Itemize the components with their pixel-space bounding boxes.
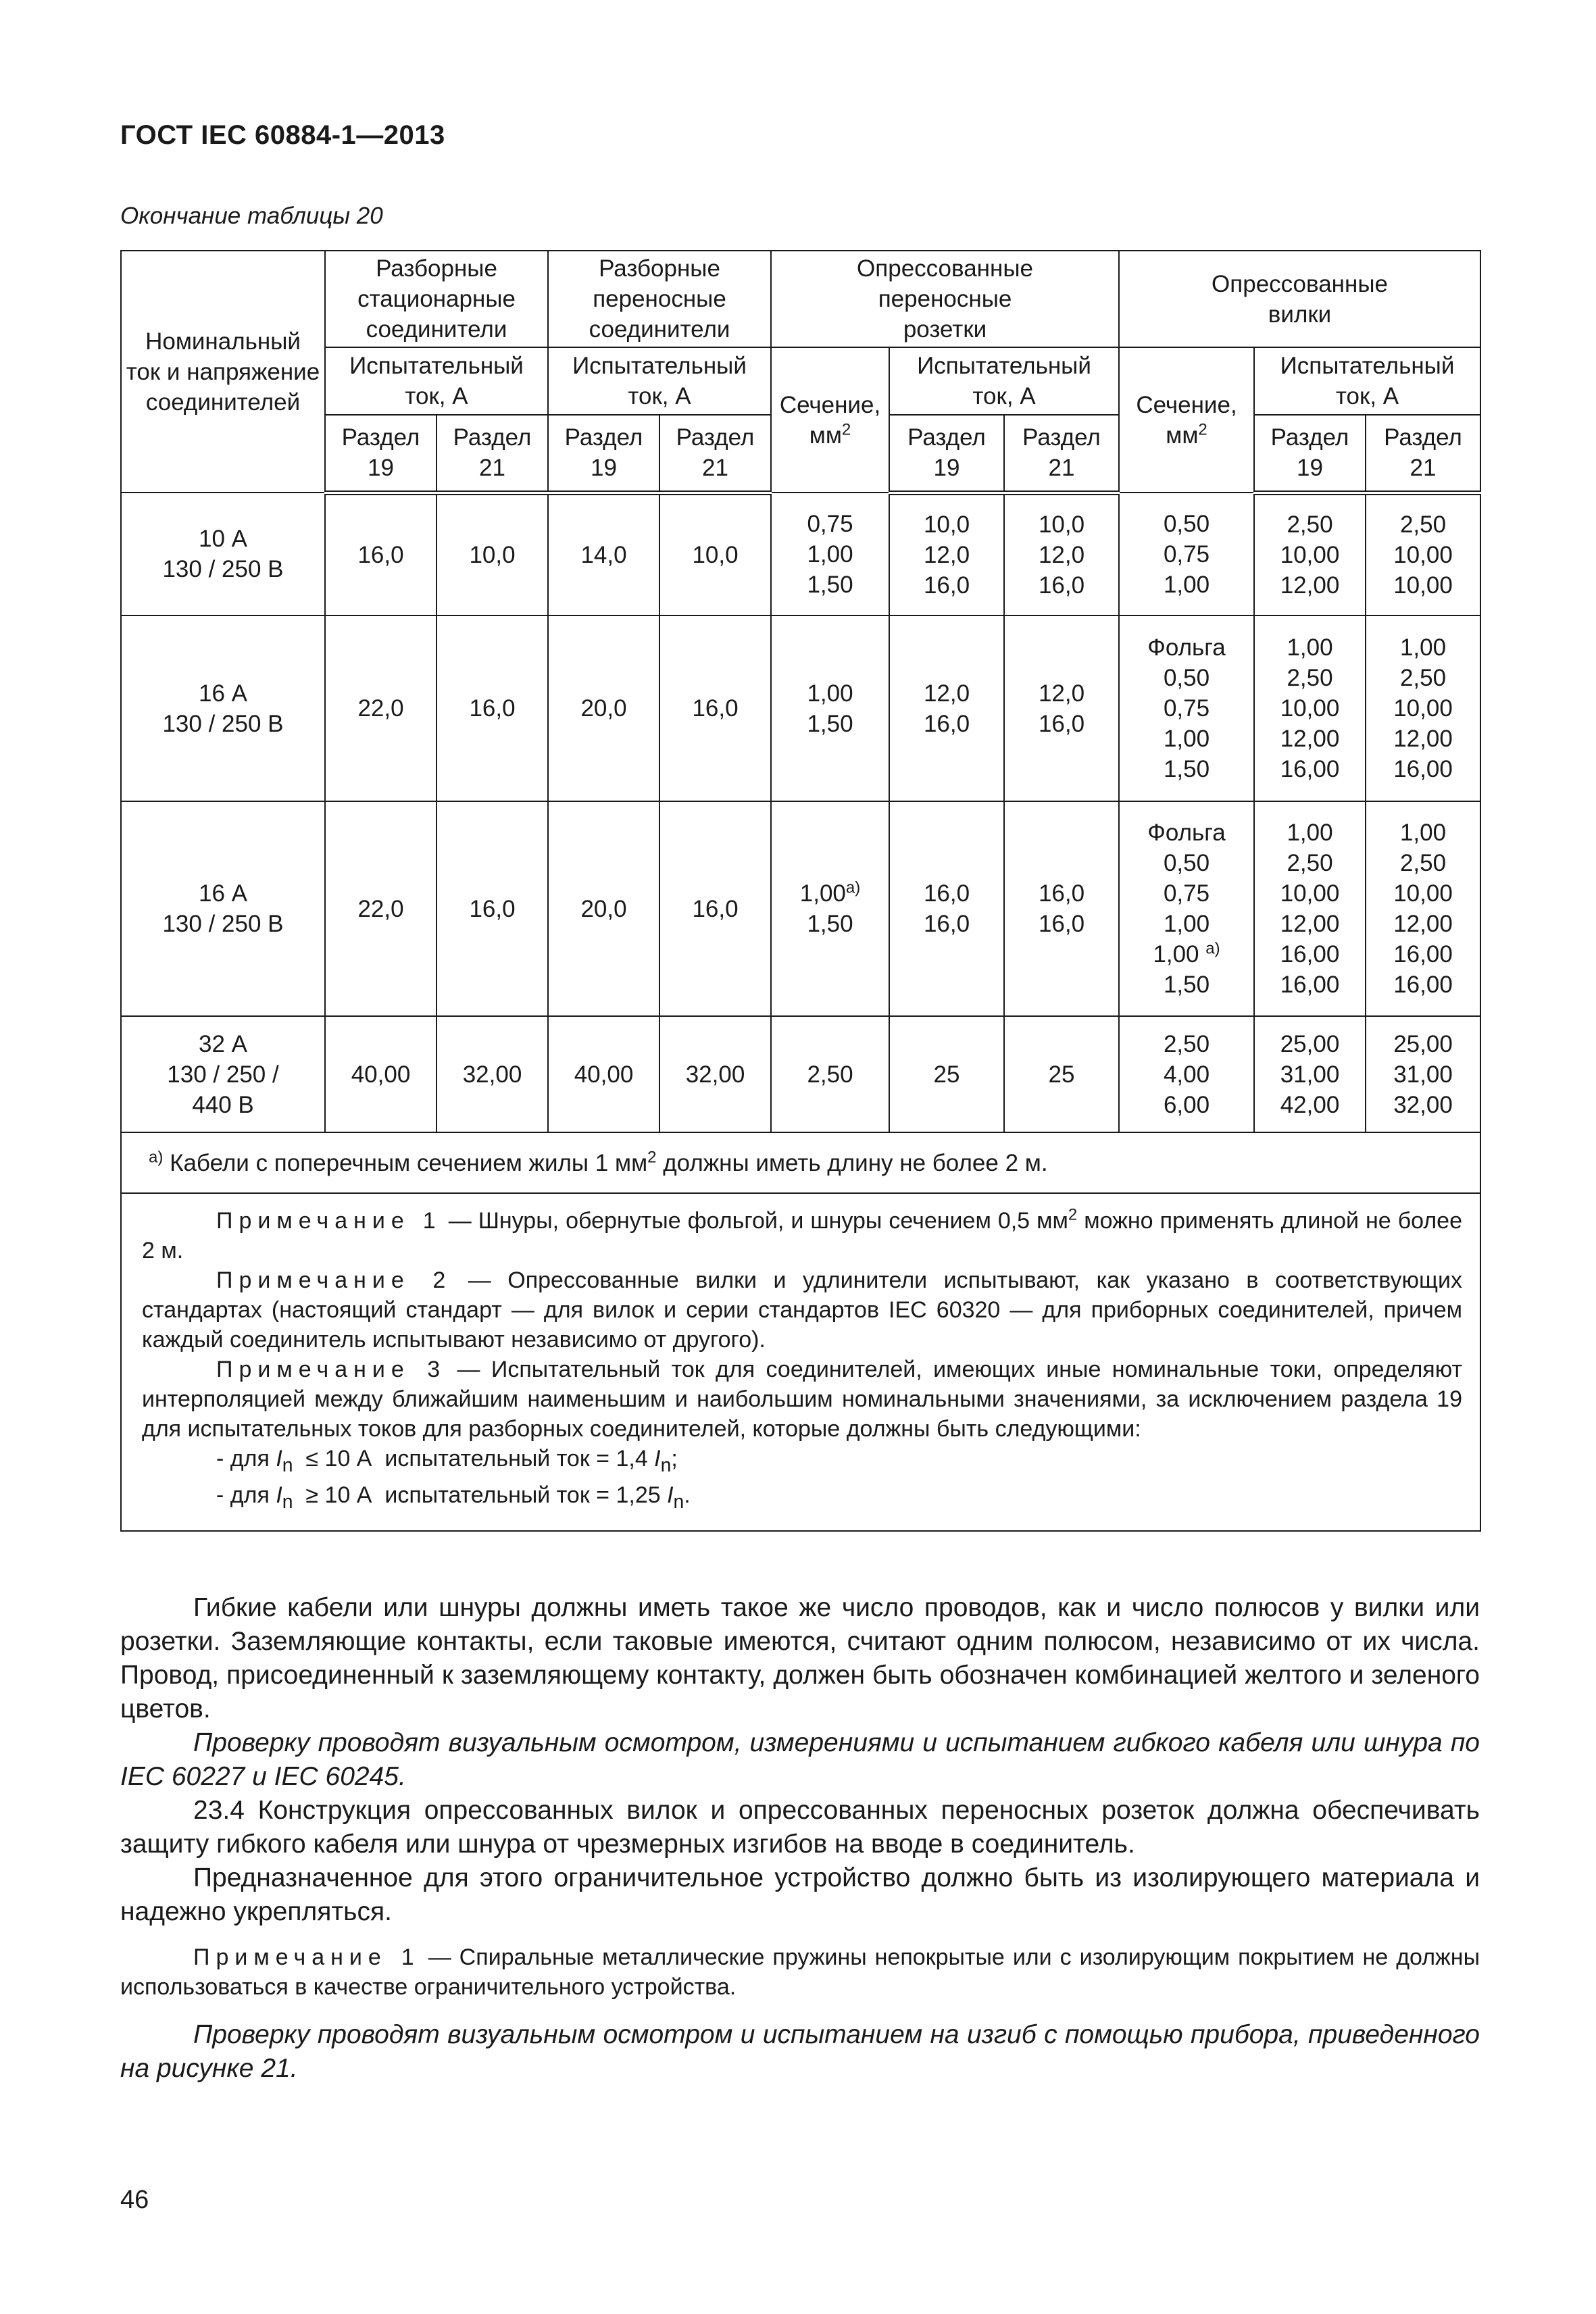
header-razdel-19: Раздел 19	[548, 415, 659, 493]
cell-value: 16,0	[437, 801, 548, 1016]
header-test-current: Испытательный ток, А	[889, 347, 1119, 415]
cell-value: 2,50 10,00 10,00	[1366, 493, 1480, 615]
cell-value: 2,50	[771, 1016, 889, 1132]
cell-rating: 16 А 130 / 250 В	[121, 615, 325, 801]
cell-value: 1,00 2,50 10,00 12,00 16,00	[1254, 615, 1366, 801]
header-group-molded-sockets: Опрессованные переносные розетки	[771, 251, 1119, 347]
header-section: Сечение, $мм^2$	[1119, 347, 1254, 493]
cell-value: 32,00	[437, 1016, 548, 1132]
cell-value: 16,0 16,0	[1004, 801, 1119, 1016]
cell-value: Фольга 0,50 0,75 1,00 1,00 $^{a)}$ 1,50	[1119, 801, 1254, 1016]
header-rating: Номинальный ток и напряжение соединителей	[121, 251, 325, 493]
cell-value: 0,50 0,75 1,00	[1119, 493, 1254, 615]
footnote-mark: a)	[845, 878, 861, 897]
cell-value: 25	[1004, 1016, 1119, 1132]
cell-value: 16,0	[659, 615, 771, 801]
note-3-bullet-2: - для $I_n \ge 10$ А испытательный ток = 1,25 $I_n$.	[216, 1482, 691, 1513]
cell-value: 10,0 12,0 16,0	[889, 493, 1004, 615]
header-razdel-21: Раздел 21	[1004, 415, 1119, 493]
header-group-portable-rewirable: Разборные переносные соединители	[548, 251, 771, 347]
cell-value: 22,0	[325, 801, 437, 1016]
table-caption: Окончание таблицы 20	[120, 203, 383, 229]
note-3: Примечание 3 — Испытательный ток для соединителей, имеющих иные номинальные токи, определяют интерполяцией между ближайшим наименьшим и наибольшим номинальными значениями, за исключением раздела 19 для испытательных токов для разборных соединителей, которые должны быть следующими:	[142, 1357, 1463, 1442]
paragraph-check-bend: Проверку проводят визуальным осмотром и испытанием на изгиб с помощью прибора, приведенного на рисунке 21.	[120, 2020, 1480, 2083]
cell-rating: 32 А 130 / 250 / 440 В	[121, 1016, 325, 1132]
cell-value: 16,0	[325, 493, 437, 615]
paragraph-limiting-device: Предназначенное для этого ограничительное устройство должно быть из изолирующего материала и надежно укрепляться.	[120, 1863, 1480, 1926]
cell-value: 10,0	[437, 493, 548, 615]
cell-value: 1,00 1,50	[771, 615, 889, 801]
header-razdel-21: Раздел 21	[659, 415, 771, 493]
cell-value: 25,00 31,00 42,00	[1254, 1016, 1366, 1132]
cell-value: 20,0	[548, 801, 659, 1016]
cell-value: 10,0	[659, 493, 771, 615]
table-notes	[121, 1193, 1480, 1531]
cell-value: 1,00 2,50 10,00 12,00 16,00 16,00	[1254, 801, 1366, 1016]
cell-rating: 16 А 130 / 250 В	[121, 801, 325, 1016]
paragraph-cables: Гибкие кабели или шнуры должны иметь такое же число проводов, как и число полюсов у вилки или розетки. Заземляющие контакты, если таковые имеются, считают одним полюсом, независимо от их числа. Провод, присоединенный к заземляющему контакту, должен быть обозначен комбинацией желтого и зеленого цветов.	[120, 1593, 1480, 1724]
paragraph-23-4: 23.4 Конструкция опрессованных вилок и опрессованных переносных розеток должна обеспечивать защиту гибкого кабеля или шнура от чрезмерных изгибов на вводе в соединитель.	[120, 1796, 1480, 1859]
cell-value: 1,00 2,50 10,00 12,00 16,00 16,00	[1366, 801, 1480, 1016]
header-razdel-21: Раздел 21	[1366, 415, 1480, 493]
cell-value: 2,50 10,00 12,00	[1254, 493, 1366, 615]
cell-value: 10,0 12,0 16,0	[1004, 493, 1119, 615]
header-razdel-19: Раздел 19	[1254, 415, 1366, 493]
body-text	[120, 1591, 1480, 2086]
cell-value: 1,00 2,50 10,00 12,00 16,00	[1366, 615, 1480, 801]
cell-value: 40,00	[325, 1016, 437, 1132]
header-test-current: Испытательный ток, А	[1254, 347, 1480, 415]
header-razdel-19: Раздел 19	[325, 415, 437, 493]
cell-value: 12,0 16,0	[889, 615, 1004, 801]
cell-value: 12,0 16,0	[1004, 615, 1119, 801]
cell-value: 25,00 31,00 32,00	[1366, 1016, 1480, 1132]
body-note-1: Примечание 1 — Спиральные металлические пружины непокрытые или с изолирующим покрытием не должны использоваться в качестве ограничительного устройства.	[120, 1944, 1480, 2000]
table-row	[121, 801, 1480, 1016]
header-test-current: Испытательный ток, А	[325, 347, 548, 415]
cell-value: 40,00	[548, 1016, 659, 1132]
cell-value: 14,0	[548, 493, 659, 615]
cell-value: 20,0	[548, 615, 659, 801]
table-row	[121, 615, 1480, 801]
cell-value: 0,75 1,00 1,50	[771, 493, 889, 615]
cell-value: 2,50 4,00 6,00	[1119, 1016, 1254, 1132]
cell-value: 32,00	[659, 1016, 771, 1132]
table-row	[121, 493, 1480, 615]
cell-value: 25	[889, 1016, 1004, 1132]
cell-rating: 10 А 130 / 250 В	[121, 493, 325, 615]
header-razdel-21: Раздел 21	[437, 415, 548, 493]
note-3-bullet-1: - для $I_n \le 10$ А испытательный ток = 1,4 $I_n$;	[216, 1446, 678, 1476]
note-1: Примечание 1 — Шнуры, обернутые фольгой, и шнуры сечением 0,5 $мм^2$ можно применять длиной не более 2 м.	[142, 1205, 1463, 1263]
header-group-molded-plugs: Опрессованные вилки	[1119, 251, 1480, 347]
table-footnote: $^{a)}$ Кабели с поперечным сечением жилы 1 $мм^2$ должны иметь длину не более 2 м.	[121, 1132, 1480, 1193]
cell-value: 1,00$^{a)}$ 1,50	[771, 801, 889, 1016]
cell-value: 16,0	[659, 801, 771, 1016]
footnote-mark: a)	[1205, 939, 1220, 958]
page-number: 46	[120, 2186, 149, 2214]
cell-value: 16,0 16,0	[889, 801, 1004, 1016]
header-razdel-19: Раздел 19	[889, 415, 1004, 493]
table-row	[121, 1016, 1480, 1132]
cell-value: 22,0	[325, 615, 437, 801]
paragraph-check-visual: Проверку проводят визуальным осмотром, измерениями и испытанием гибкого кабеля или шнура по IEC 60227 и IEC 60245.	[120, 1728, 1480, 1791]
header-test-current: Испытательный ток, А	[548, 347, 771, 415]
test-current-table	[120, 250, 1481, 1532]
document-id: ГОСТ IEC 60884-1—2013	[120, 120, 445, 150]
cell-value: Фольга 0,50 0,75 1,00 1,50	[1119, 615, 1254, 801]
header-group-fixed-rewirable: Разборные стационарные соединители	[325, 251, 548, 347]
header-section: Сечение, $мм^2$	[771, 347, 889, 493]
cell-value: 16,0	[437, 615, 548, 801]
note-2: Примечание 2 — Опрессованные вилки и удлинители испытывают, как указано в соответствующих стандартах (настоящий стандарт — для вилок и серии стандартов IEC 60320 — для приборных соединителей, причем каждый соединитель испытывают независимо от другого).	[142, 1267, 1463, 1353]
